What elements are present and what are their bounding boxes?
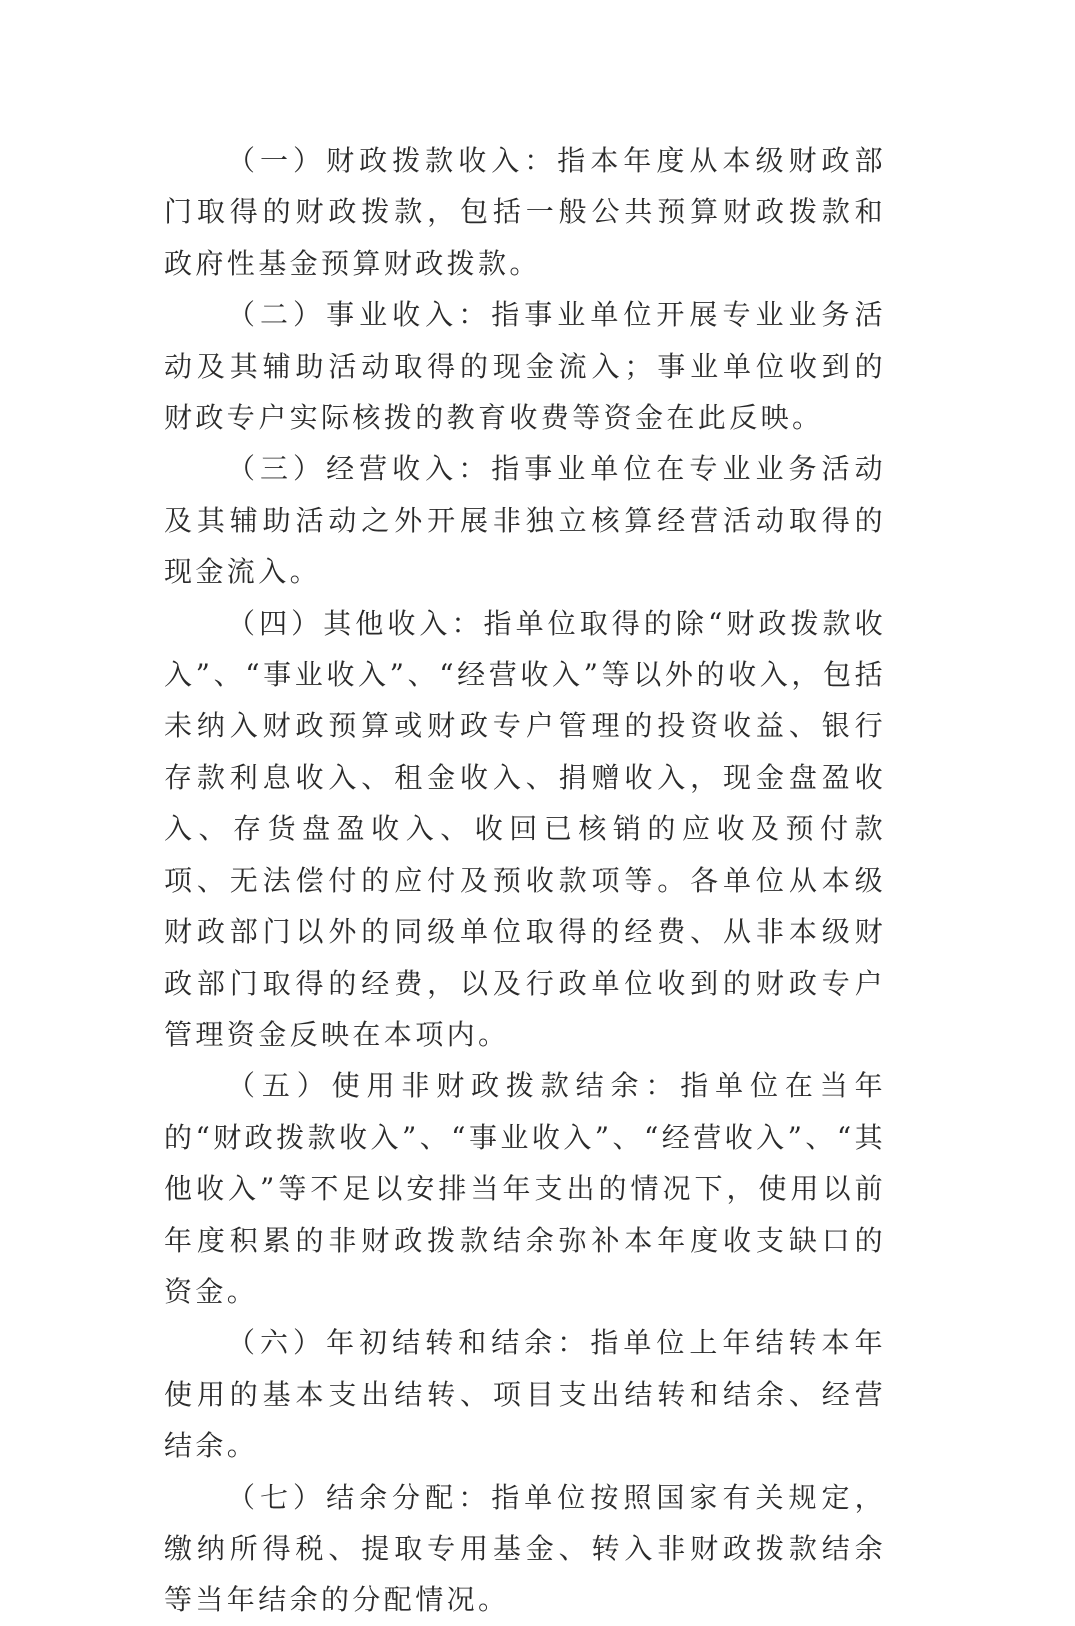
paragraph-surplus-distribution: （七）结余分配：指单位按照国家有关规定，缴纳所得税、提取专用基金、转入非财政拨款结余等当年结余的分配情况。: [164, 1480, 886, 1617]
paragraph-non-fiscal-surplus-usage: （五）使用非财政拨款结余：指单位在当年的“财政拨款收入”、“事业收入”、“经营收入”、“其他收入”等不足以安排当年支出的情况下，使用以前年度积累的非财政拨款结余弥补本年度收支缺口的资金。: [164, 1069, 886, 1308]
paragraph-carryover-and-surplus: （六）年初结转和结余：指单位上年结转本年使用的基本支出结转、项目支出结转和结余、经营结余。: [164, 1326, 886, 1463]
paragraph-fiscal-appropriation-income: （一）财政拨款收入：指本年度从本级财政部门取得的财政拨款，包括一般公共预算财政拨款和政府性基金预算财政拨款。: [164, 144, 886, 280]
document-body: [164, 135, 886, 1626]
paragraph-business-income: （二）事业收入：指事业单位开展专业业务活动及其辅助活动取得的现金流入；事业单位收到的财政专户实际核拨的教育收费等资金在此反映。: [164, 298, 886, 435]
paragraph-other-income: （四）其他收入：指单位取得的除“财政拨款收入”、“事业收入”、“经营收入”等以外的收入，包括未纳入财政预算或财政专户管理的投资收益、银行存款利息收入、租金收入、捐赠收入，现金盘盈收入、存货盘盈收入、收回已核销的应收及预付款项、无法偿付的应付及预收款项等。各单位从本级财政部门以外的同级单位取得的经费、从非本级财政部门取得的经费，以及行政单位收到的财政专户管理资金反映在本项内。: [164, 606, 886, 1051]
paragraph-operating-income: （三）经营收入：指事业单位在专业业务活动及其辅助活动之外开展非独立核算经营活动取得的现金流入。: [164, 452, 886, 589]
